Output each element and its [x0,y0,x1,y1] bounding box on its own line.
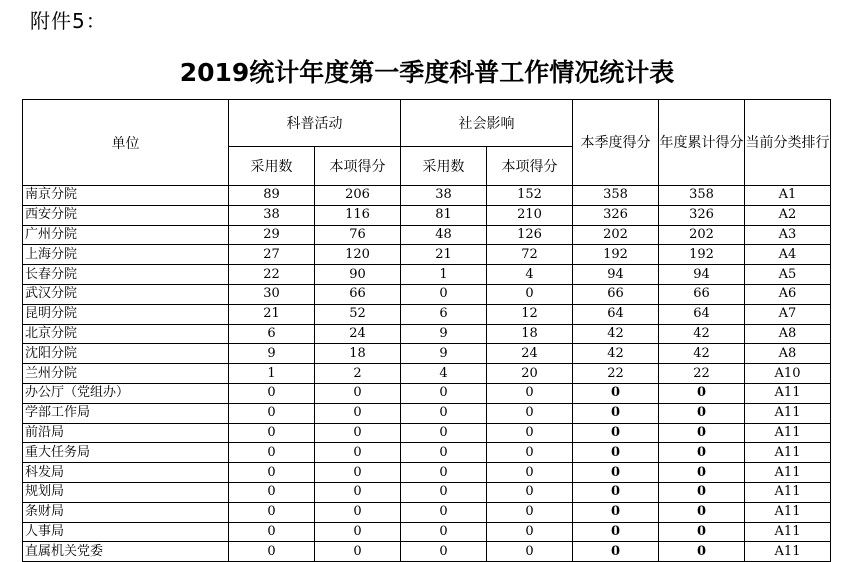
cell-shehui-count: 81 [401,205,487,225]
cell-shehui-count: 9 [401,324,487,344]
cell-shehui-count: 0 [401,423,487,443]
cell-kepu-score: 120 [315,245,401,265]
cell-kepu-count: 27 [229,245,315,265]
cell-shehui-count: 38 [401,186,487,206]
cell-quarter-score: 358 [573,186,659,206]
cell-category-rank: A5 [745,265,831,285]
cell-shehui-score: 20 [487,364,573,384]
cell-kepu-count: 29 [229,225,315,245]
table-row [23,186,831,206]
cell-kepu-count: 1 [229,364,315,384]
cell-kepu-score: 0 [315,443,401,463]
cell-shehui-count: 9 [401,344,487,364]
cell-quarter-score: 0 [573,522,659,542]
cell-shehui-score: 0 [487,284,573,304]
cell-kepu-count: 0 [229,403,315,423]
cell-annual-score: 42 [659,324,745,344]
cell-category-rank: A11 [745,383,831,403]
header-unit: 单位 [23,100,229,186]
table-row [23,225,831,245]
cell-kepu-score: 206 [315,186,401,206]
cell-quarter-score: 94 [573,265,659,285]
cell-unit-name: 南京分院 [23,186,229,206]
cell-kepu-count: 0 [229,463,315,483]
table-row [23,522,831,542]
cell-quarter-score: 0 [573,482,659,502]
cell-kepu-count: 0 [229,542,315,562]
table-row [23,344,831,364]
cell-kepu-score: 0 [315,502,401,522]
cell-annual-score: 0 [659,423,745,443]
cell-quarter-score: 0 [573,542,659,562]
table-row [23,265,831,285]
table-row [23,304,831,324]
cell-shehui-count: 0 [401,482,487,502]
cell-shehui-score: 0 [487,482,573,502]
cell-annual-score: 64 [659,304,745,324]
cell-shehui-score: 0 [487,423,573,443]
cell-category-rank: A6 [745,284,831,304]
cell-annual-score: 0 [659,482,745,502]
cell-unit-name: 上海分院 [23,245,229,265]
cell-annual-score: 0 [659,522,745,542]
cell-kepu-count: 21 [229,304,315,324]
cell-shehui-score: 18 [487,324,573,344]
cell-category-rank: A11 [745,423,831,443]
cell-shehui-score: 0 [487,522,573,542]
cell-category-rank: A11 [745,403,831,423]
table-row [23,443,831,463]
table-body [23,186,831,562]
cell-kepu-count: 30 [229,284,315,304]
cell-quarter-score: 0 [573,423,659,443]
cell-annual-score: 0 [659,383,745,403]
table-row [23,383,831,403]
table-row [23,403,831,423]
cell-shehui-count: 0 [401,522,487,542]
cell-shehui-score: 0 [487,542,573,562]
cell-kepu-score: 66 [315,284,401,304]
cell-quarter-score: 22 [573,364,659,384]
cell-kepu-score: 0 [315,403,401,423]
cell-quarter-score: 0 [573,502,659,522]
cell-shehui-score: 0 [487,383,573,403]
cell-kepu-score: 116 [315,205,401,225]
cell-annual-score: 202 [659,225,745,245]
table-row [23,245,831,265]
cell-shehui-count: 6 [401,304,487,324]
cell-unit-name: 昆明分院 [23,304,229,324]
header-group-shehui: 社会影响 [401,100,573,147]
cell-kepu-score: 0 [315,482,401,502]
cell-annual-score: 0 [659,463,745,483]
cell-kepu-count: 0 [229,383,315,403]
cell-kepu-score: 52 [315,304,401,324]
cell-shehui-count: 4 [401,364,487,384]
cell-kepu-count: 0 [229,443,315,463]
cell-annual-score: 66 [659,284,745,304]
table-row [23,542,831,562]
page-title: 2019统计年度第一季度科普工作情况统计表 [179,58,675,87]
cell-category-rank: A10 [745,364,831,384]
table-row [23,502,831,522]
cell-annual-score: 358 [659,186,745,206]
cell-kepu-score: 2 [315,364,401,384]
cell-category-rank: A11 [745,522,831,542]
cell-shehui-count: 0 [401,502,487,522]
cell-category-rank: A11 [745,502,831,522]
cell-kepu-score: 76 [315,225,401,245]
cell-unit-name: 学部工作局 [23,403,229,423]
table-row [23,205,831,225]
cell-shehui-score: 4 [487,265,573,285]
cell-quarter-score: 64 [573,304,659,324]
cell-annual-score: 0 [659,542,745,562]
cell-unit-name: 武汉分院 [23,284,229,304]
cell-kepu-score: 0 [315,542,401,562]
cell-annual-score: 326 [659,205,745,225]
cell-quarter-score: 202 [573,225,659,245]
table-row [23,463,831,483]
header-category-rank: 当前分类排行 [745,100,831,186]
cell-category-rank: A8 [745,344,831,364]
cell-shehui-score: 152 [487,186,573,206]
cell-kepu-count: 9 [229,344,315,364]
cell-annual-score: 94 [659,265,745,285]
header-shehui-count: 采用数 [401,147,487,186]
cell-shehui-score: 12 [487,304,573,324]
cell-quarter-score: 42 [573,344,659,364]
cell-quarter-score: 0 [573,443,659,463]
cell-annual-score: 42 [659,344,745,364]
header-group-kepu: 科普活动 [229,100,401,147]
cell-shehui-score: 0 [487,463,573,483]
cell-kepu-score: 0 [315,522,401,542]
cell-shehui-score: 210 [487,205,573,225]
cell-kepu-score: 18 [315,344,401,364]
cell-category-rank: A3 [745,225,831,245]
cell-kepu-count: 0 [229,423,315,443]
cell-quarter-score: 66 [573,284,659,304]
cell-shehui-count: 21 [401,245,487,265]
cell-annual-score: 192 [659,245,745,265]
cell-shehui-score: 126 [487,225,573,245]
cell-shehui-count: 0 [401,383,487,403]
cell-shehui-count: 0 [401,542,487,562]
cell-kepu-count: 89 [229,186,315,206]
cell-unit-name: 直属机关党委 [23,542,229,562]
cell-kepu-count: 0 [229,502,315,522]
table-row [23,284,831,304]
cell-annual-score: 0 [659,403,745,423]
table-header [23,100,831,186]
cell-shehui-score: 0 [487,502,573,522]
cell-unit-name: 条财局 [23,502,229,522]
cell-annual-score: 0 [659,443,745,463]
cell-shehui-score: 72 [487,245,573,265]
cell-kepu-count: 38 [229,205,315,225]
cell-kepu-score: 0 [315,383,401,403]
cell-kepu-score: 0 [315,463,401,483]
header-quarter-score: 本季度得分 [573,100,659,186]
cell-quarter-score: 0 [573,403,659,423]
cell-quarter-score: 0 [573,383,659,403]
cell-unit-name: 重大任务局 [23,443,229,463]
table-row [23,364,831,384]
cell-category-rank: A1 [745,186,831,206]
attachment-label: 附件5： [30,9,107,33]
header-annual-score: 年度累计得分 [659,100,745,186]
cell-unit-name: 西安分院 [23,205,229,225]
cell-unit-name: 兰州分院 [23,364,229,384]
cell-quarter-score: 192 [573,245,659,265]
cell-shehui-score: 0 [487,443,573,463]
cell-category-rank: A8 [745,324,831,344]
header-shehui-score: 本项得分 [487,147,573,186]
header-kepu-count: 采用数 [229,147,315,186]
cell-shehui-count: 0 [401,284,487,304]
cell-category-rank: A11 [745,443,831,463]
cell-unit-name: 人事局 [23,522,229,542]
cell-category-rank: A11 [745,482,831,502]
cell-shehui-count: 48 [401,225,487,245]
table-row [23,482,831,502]
header-kepu-score: 本项得分 [315,147,401,186]
cell-unit-name: 科发局 [23,463,229,483]
cell-kepu-score: 24 [315,324,401,344]
cell-unit-name: 长春分院 [23,265,229,285]
cell-category-rank: A4 [745,245,831,265]
cell-shehui-count: 0 [401,403,487,423]
cell-kepu-score: 0 [315,423,401,443]
cell-quarter-score: 42 [573,324,659,344]
cell-kepu-score: 90 [315,265,401,285]
cell-category-rank: A11 [745,542,831,562]
cell-category-rank: A2 [745,205,831,225]
cell-kepu-count: 0 [229,522,315,542]
table-row [23,423,831,443]
statistics-table [22,99,831,562]
cell-kepu-count: 22 [229,265,315,285]
cell-unit-name: 前沿局 [23,423,229,443]
cell-shehui-score: 24 [487,344,573,364]
cell-quarter-score: 0 [573,463,659,483]
cell-shehui-count: 0 [401,443,487,463]
cell-unit-name: 北京分院 [23,324,229,344]
cell-category-rank: A7 [745,304,831,324]
cell-unit-name: 沈阳分院 [23,344,229,364]
cell-unit-name: 办公厅（党组办） [23,383,229,403]
cell-kepu-count: 0 [229,482,315,502]
cell-shehui-count: 0 [401,463,487,483]
cell-annual-score: 0 [659,502,745,522]
cell-quarter-score: 326 [573,205,659,225]
cell-shehui-score: 0 [487,403,573,423]
cell-kepu-count: 6 [229,324,315,344]
cell-shehui-count: 1 [401,265,487,285]
table-row [23,324,831,344]
cell-annual-score: 22 [659,364,745,384]
cell-unit-name: 广州分院 [23,225,229,245]
cell-unit-name: 规划局 [23,482,229,502]
cell-category-rank: A11 [745,463,831,483]
